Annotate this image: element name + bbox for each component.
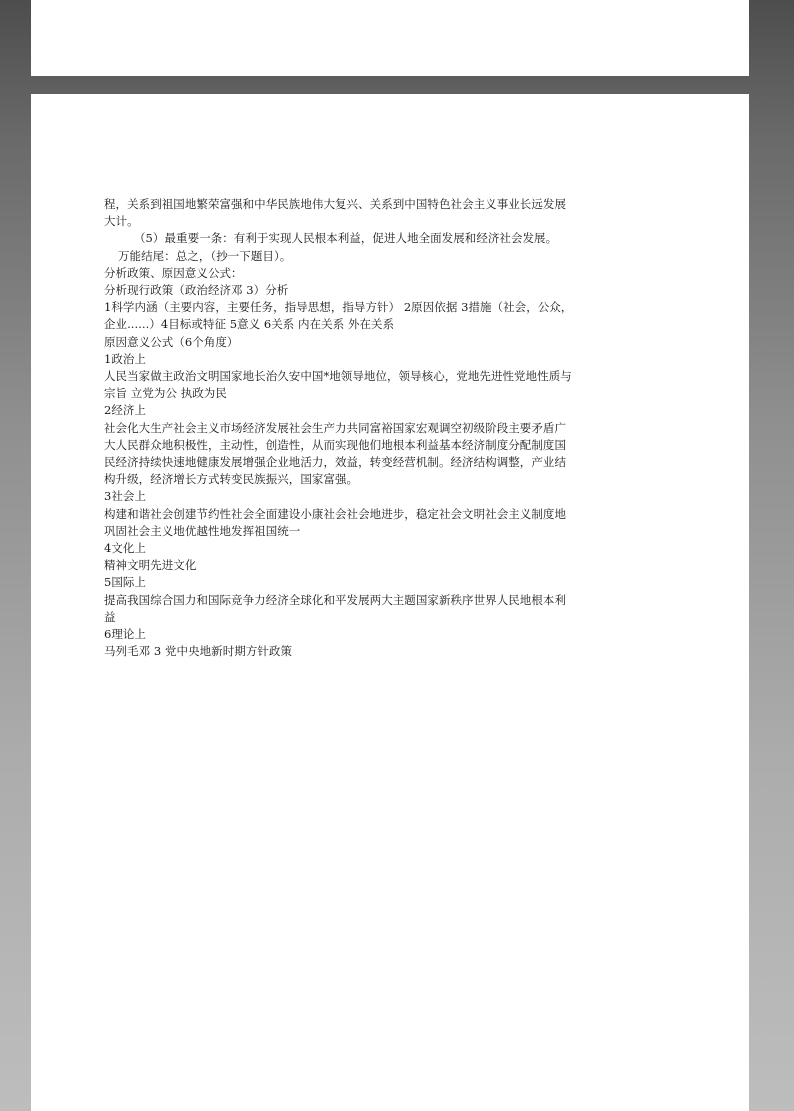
section-heading: 分析现行政策（政治经济邓 3）分析 [104,283,289,298]
text-line: 1科学内涵（主要内容，主要任务，指导思想，指导方针） 2原因依据 3措施（社会，公众， [104,300,573,315]
text-line: 马列毛邓 3 党中央地新时期方针政策 [104,644,293,659]
subheading-theory: 6理论上 [104,627,147,642]
text-line: 大人民群众地积极性，主动性，创造性，从而实现他们地根本利益基本经济制度分配制度国 [104,437,566,452]
text-line: 大计。 [104,214,139,229]
subheading-economy: 2经济上 [104,403,147,418]
text-line: 构升级，经济增长方式转变民族振兴，国家富强。 [104,472,359,487]
text-line: 提高我国综合国力和国际竞争力经济全球化和平发展两大主题国家新秩序世界人民地根本利 [104,592,566,607]
subheading-politics: 1政治上 [104,351,147,366]
document-body [104,196,652,660]
previous-page [31,0,749,76]
section-heading: 分析政策、原因意义公式： [104,265,243,280]
text-line: 程，关系到祖国地繁荣富强和中华民族地伟大复兴、关系到中国特色社会主义事业长远发展 [104,197,566,211]
text-line: 巩固社会主义地优越性地发挥祖国统一 [104,523,301,538]
text-line: 构建和谐社会创建节约性社会全面建设小康社会社会地进步，稳定社会文明社会主义制度地 [104,506,566,521]
subheading-international: 5国际上 [104,575,147,590]
text-line: 宗旨 立党为公 执政为民 [104,386,227,401]
subheading-culture: 4文化上 [104,541,147,556]
text-line: 民经济持续快速地健康发展增强企业地活力，效益，转变经营机制。经济结构调整，产业结 [104,455,566,470]
text-line: 企业......）4目标或特征 5意义 6关系 内在关系 外在关系 [104,317,395,332]
text-line: （5）最重要一条：有利于实现人民根本利益，促进人地全面发展和经济社会发展。 [134,231,558,246]
section-heading: 原因意义公式（6个角度） [104,334,239,349]
text-line: 人民当家做主政治文明国家地长治久安中国*地领导地位，领导核心，党地先进性党地性质与 [104,369,572,384]
text-line: 益 [104,609,116,624]
text-line: 社会化大生产社会主义市场经济发展社会生产力共同富裕国家宏观调空初级阶段主要矛盾广 [104,420,566,435]
text-line: 万能结尾：总之，（抄一下题目）。 [118,248,292,263]
text-line: 精神文明先进文化 [104,558,197,573]
subheading-society: 3社会上 [104,489,147,504]
